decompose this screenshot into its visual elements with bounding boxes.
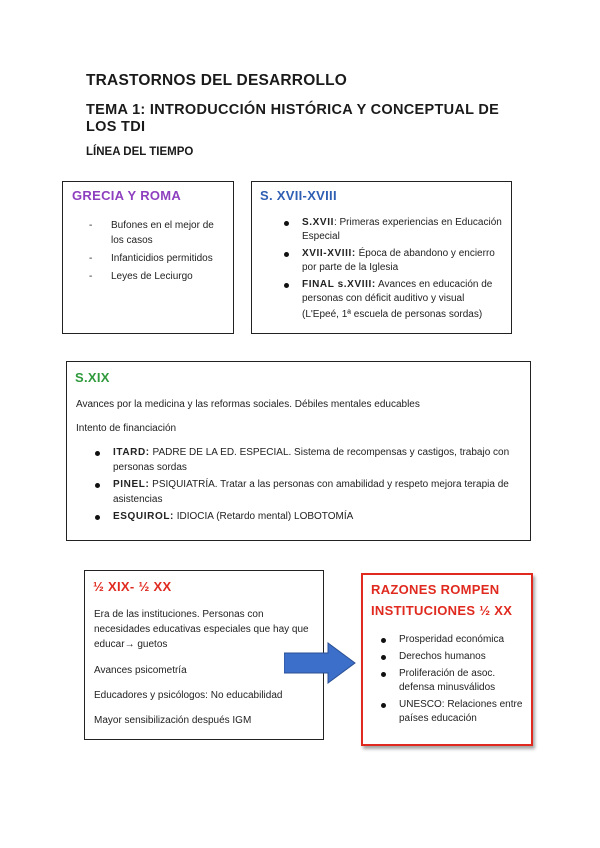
right-arrow-icon	[284, 642, 356, 684]
xix-intro: Avances por la medicina y las reformas sociales. Débiles mentales educables	[76, 399, 420, 410]
grecia-roma-title: GRECIA Y ROMA	[72, 188, 182, 203]
item-text: Avances en educación de personas con déficit auditivo y visual	[302, 279, 493, 304]
xvii-xviii-box	[251, 181, 512, 334]
mitad-xix-xx-title: ½ XIX- ½ XX	[93, 579, 172, 594]
mitad-p1	[94, 607, 314, 652]
item-label: ESQUIROL:	[113, 511, 174, 522]
list-item	[91, 510, 521, 525]
razones-box	[361, 573, 533, 746]
razones-list	[377, 633, 529, 729]
razones-title-1: RAZONES ROMPEN	[371, 582, 500, 597]
item-label: XVII-XVIII:	[302, 248, 356, 259]
list-item: - Infanticidios permitidos	[89, 251, 229, 266]
mitad-p1-end: guetos	[134, 639, 168, 650]
document-title: TRASTORNOS DEL DESARROLLO	[86, 72, 348, 89]
item-text: PADRE DE LA ED. ESPECIAL. Sistema de recompensas y castigos, trabajo con personas sordas	[113, 447, 510, 473]
xvii-xviii-list	[280, 216, 506, 306]
xvii-xviii-note: (L'Epeé, 1ª escuela de personas sordas)	[302, 309, 483, 320]
list-item: Prosperidad económica	[377, 633, 529, 647]
list-item	[91, 478, 521, 507]
list-item: Derechos humanos	[377, 650, 529, 664]
xvii-xviii-title: S. XVII-XVIII	[260, 188, 337, 203]
mitad-p2: Avances psicometría	[94, 665, 187, 676]
list-item: Proliferación de asoc. defensa minusválidos	[377, 667, 529, 695]
item-label: S.XVII	[302, 217, 334, 228]
mitad-p1-text: Era de las instituciones. Personas con necesidades educativas especiales que hay que educar	[94, 609, 309, 650]
list-item: - Leyes de Leciurgo	[89, 269, 229, 284]
item-label: ITARD:	[113, 447, 150, 458]
razones-title-2: INSTITUCIONES ½ XX	[371, 603, 513, 618]
mitad-p4: Mayor sensibilización después IGM	[94, 715, 252, 726]
list-item: - Bufones en el mejor de los casos	[89, 218, 229, 248]
list-item	[91, 446, 521, 475]
grecia-roma-box	[62, 181, 234, 334]
tema-heading: TEMA 1: INTRODUCCIÓN HISTÓRICA Y CONCEPTUAL DE LOS TDI	[86, 102, 500, 135]
list-item	[280, 278, 506, 306]
xix-list	[91, 446, 521, 528]
list-item: UNESCO: Relaciones entre países educación	[377, 698, 529, 726]
list-item	[280, 247, 506, 275]
xix-intro2: Intento de financiación	[76, 423, 177, 434]
item-text: IDIOCIA (Retardo mental) LOBOTOMÍA	[173, 511, 354, 522]
grecia-roma-list	[89, 218, 229, 287]
xix-box	[66, 361, 531, 541]
item-label: FINAL s.XVIII:	[302, 279, 376, 290]
xix-title: S.XIX	[75, 370, 110, 385]
timeline-heading: LÍNEA DEL TIEMPO	[86, 146, 194, 158]
item-label: PINEL:	[113, 479, 150, 490]
right-arrow-icon: →	[124, 639, 135, 650]
item-text: PSIQUIATRÍA. Tratar a las personas con amabilidad y respeto mejora terapia de asistencias	[113, 479, 509, 505]
mitad-p3: Educadores y psicólogos: No educabilidad	[94, 690, 283, 701]
item-text: : Primeras experiencias en Educación Especial	[302, 217, 502, 242]
list-item	[280, 216, 506, 244]
item-text: Época de abandono y encierro por parte de la Iglesia	[302, 248, 495, 273]
